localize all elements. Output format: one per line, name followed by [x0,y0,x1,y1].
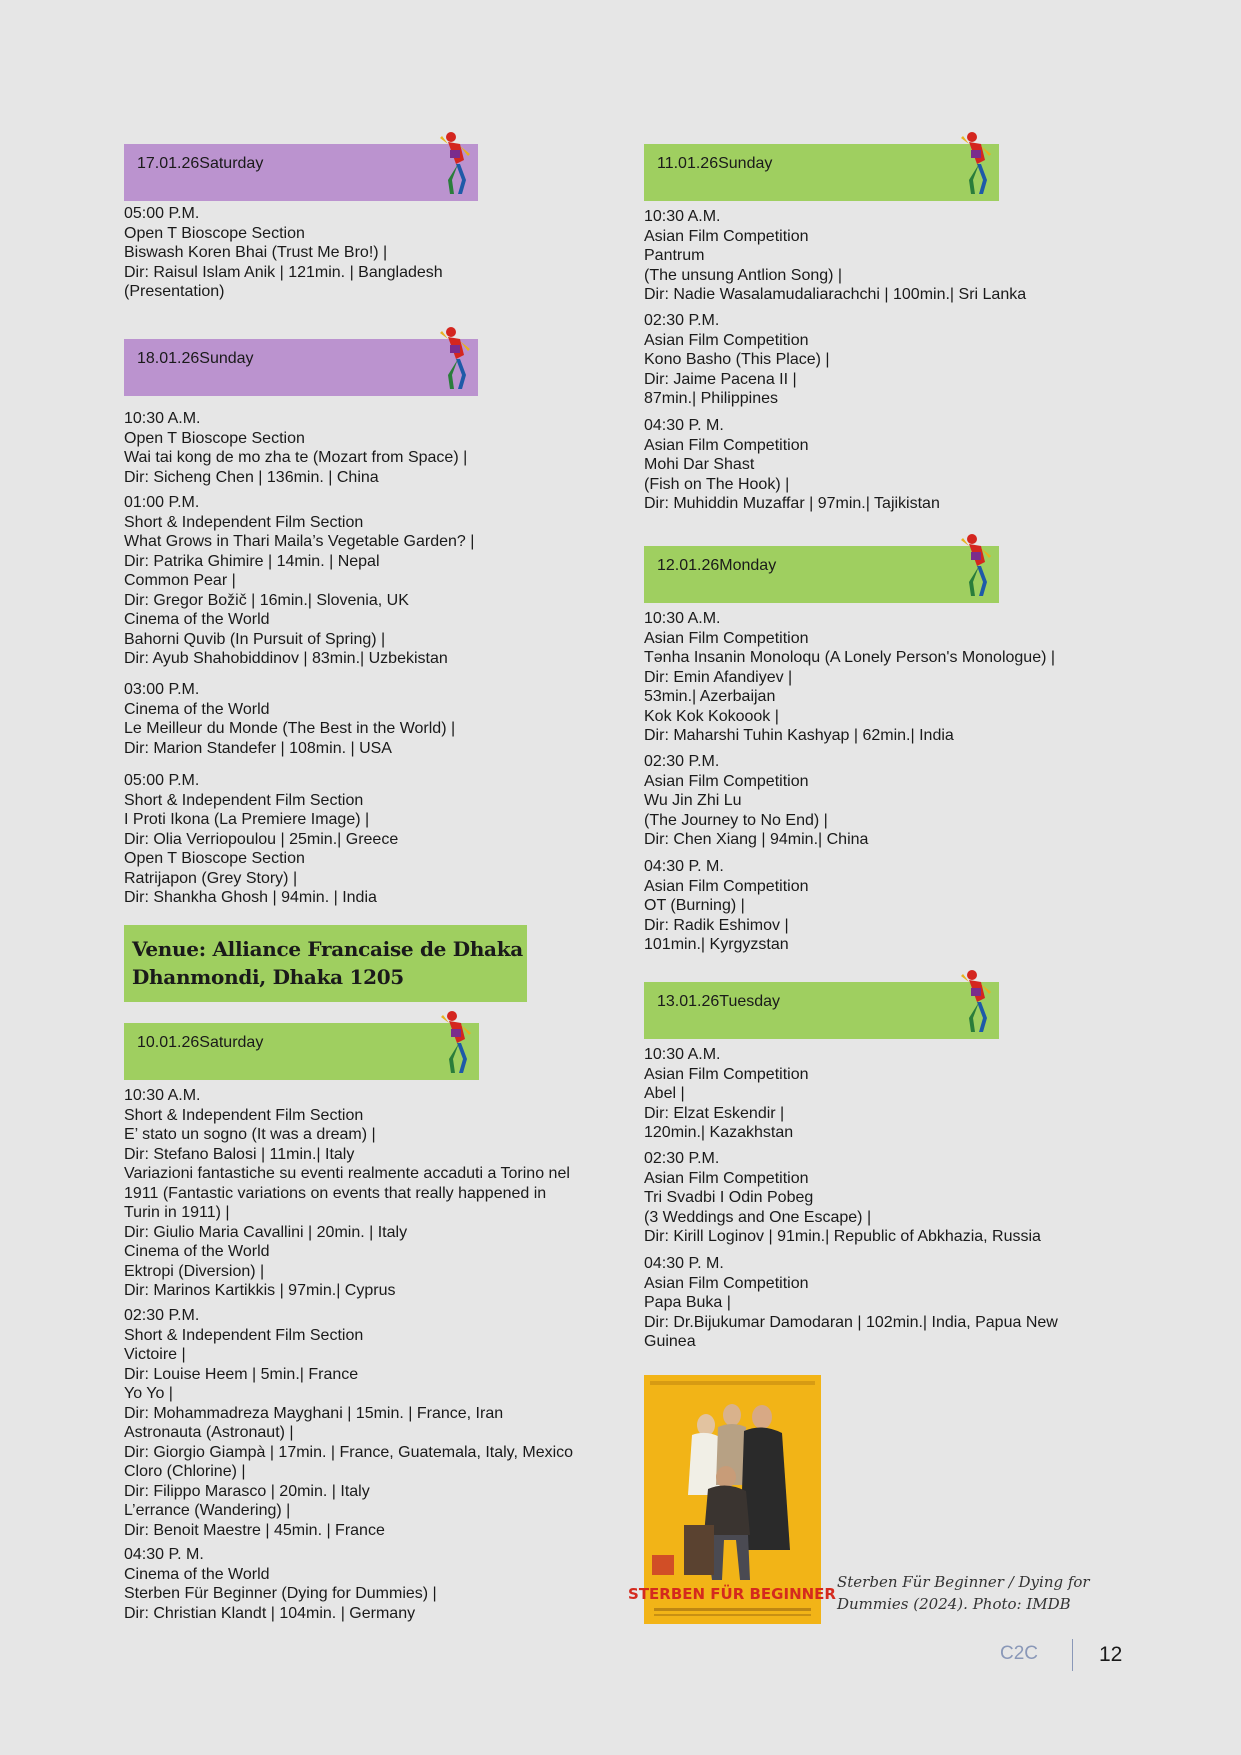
screening-line: 87min.| Philippines [644,390,779,407]
screening-line: Dir: Kirill Loginov | 91min.| Republic of Abkhazia, Russia [644,1228,1041,1245]
screening-entry [124,1306,573,1540]
screening-entry [124,680,455,758]
screening-time: 04:30 P. M. [644,1255,724,1272]
screening-line: Common Pear | [124,572,236,589]
screening-line: Abel | [644,1085,685,1102]
screening-line: Tənha Insanin Monoloqu (A Lonely Person's Monologue) | [644,649,1056,666]
screening-line: 120min.| Kazakhstan [644,1124,794,1141]
screening-line: Pantrum [644,247,705,264]
screening-line: Asian Film Competition [644,629,809,647]
dancer-figure-icon [957,968,997,1034]
screening-line: 53min.| Azerbaijan [644,688,776,705]
screening-line: Ratrijapon (Grey Story) | [124,869,298,887]
day-header [644,982,999,1039]
screening-line: Mohi Dar Shast [644,456,755,473]
movie-poster-image [628,1375,836,1624]
screening-line: Dir: Christian Klandt | 104min. | Germany [124,1604,416,1622]
screening-line: I Proti Ikona (La Premiere Image) | [124,811,370,828]
screening-line: (The Journey to No End) | [644,811,828,829]
screening-line: Turin in 1911) | [124,1204,230,1221]
screening-line: Wai tai kong de mo zha te (Mozart from Space) | [124,449,468,466]
screening-line: (3 Weddings and One Escape) | [644,1208,872,1226]
screening-line: (Presentation) [124,283,225,300]
movie-poster [628,1375,836,1624]
screening-line: Short & Independent Film Section [124,1106,364,1124]
screening-line: Asian Film Competition [644,1274,809,1292]
screening-entry [124,771,398,908]
screening-line: (Fish on The Hook) | [644,475,790,493]
screening-line: Cinema of the World [124,1243,270,1260]
screening-line: Biswash Koren Bhai (Trust Me Bro!) | [124,244,388,261]
day-header-text: 10.01.26Saturday [137,1034,264,1051]
screening-entry [124,1086,570,1301]
screening-time: 01:00 P.M. [124,494,200,511]
screening-line: Dir: Chen Xiang | 94min.| China [644,831,869,848]
screening-line: Dir: Jaime Pacena II | [644,370,797,388]
screening-line: Dir: Sicheng Chen | 136min. | China [124,468,379,486]
day-header [124,1023,479,1080]
screening-line: Tri Svadbi I Odin Pobeg [644,1189,814,1206]
day-header-text: 13.01.26Tuesday [657,993,781,1010]
screening-time: 04:30 P. M. [124,1546,204,1563]
screening-line: Cinema of the World [124,611,270,628]
screening-line: Dir: Emin Afandiyev | [644,668,793,686]
screening-entry [644,1149,1041,1247]
screening-line: OT (Burning) | [644,897,745,914]
screening-line: Dir: Radik Eshimov | [644,916,789,934]
screening-line: Asian Film Competition [644,227,809,245]
screening-line: L’errance (Wandering) | [124,1502,291,1519]
screening-line: 101min.| Kyrgyzstan [644,936,789,953]
screening-line: Dir: Giorgio Giampà | 17min. | France, Guatemala, Italy, Mexico [124,1443,574,1461]
screening-entry [644,857,809,955]
screening-line: E’ stato un sogno (It was a dream) | [124,1126,376,1143]
day-header-text: 11.01.26Sunday [657,155,773,172]
screening-line: Dir: Louise Heem | 5min.| France [124,1365,359,1383]
dancer-figure-icon [436,325,476,391]
screening-time: 10:30 A.M. [644,610,721,627]
screening-entry [124,204,443,302]
screening-entry [124,409,467,487]
screening-time: 04:30 P. M. [644,417,724,434]
screening-line: Dir: Ayub Shahobiddinov | 83min.| Uzbekistan [124,650,448,667]
screening-line: Cinema of the World [124,700,270,718]
screening-line: Dir: Shankha Ghosh | 94min. | India [124,889,377,906]
screening-entry [644,609,1055,746]
screening-line: Dir: Marion Standefer | 108min. | USA [124,739,392,757]
screening-line: Le Meilleur du Monde (The Best in the World) | [124,720,456,737]
screening-line: Dir: Giulio Maria Cavallini | 20min. | Italy [124,1223,408,1241]
screening-line: Guinea [644,1333,696,1350]
screening-line: Short & Independent Film Section [124,791,364,809]
screening-line: Dir: Elzat Eskendir | [644,1104,785,1122]
publication-brand: C2C [1000,1643,1039,1664]
screening-line: Open T Bioscope Section [124,850,305,867]
screening-line: Ektropi (Diversion) | [124,1262,265,1280]
screening-line: What Grows in Thari Maila’s Vegetable Garden? | [124,533,475,550]
screening-line: Asian Film Competition [644,1065,809,1083]
screening-entry [644,207,1026,305]
screening-line: Dir: Patrika Ghimire | 14min. | Nepal [124,552,380,570]
screening-line: Dir: Raisul Islam Anik | 121min. | Bangladesh [124,263,443,281]
screening-line: Yo Yo | [124,1385,173,1402]
screening-line: Asian Film Competition [644,436,809,454]
day-header-text: 18.01.26Sunday [137,350,254,367]
screening-line: Dir: Marinos Kartikkis | 97min.| Cyprus [124,1282,396,1299]
screening-line: Dir: Olia Verriopoulou | 25min.| Greece [124,830,399,848]
screening-time: 05:00 P.M. [124,772,200,789]
screening-time: 02:30 P.M. [124,1307,200,1324]
screening-entry [124,1545,437,1623]
screening-line: Dir: Gregor Božič | 16min.| Slovenia, UK [124,591,409,609]
screening-line: Dir: Mohammadreza Mayghani | 15min. | France, Iran [124,1404,504,1422]
screening-line: Cloro (Chlorine) | [124,1463,246,1480]
screening-line: Asian Film Competition [644,772,809,790]
screening-line: Open T Bioscope Section [124,224,305,242]
screening-entry [644,1254,1058,1352]
day-header-text: 17.01.26Saturday [137,155,264,172]
screening-line: Dir: Dr.Bijukumar Damodaran | 102min.| India, Papua New [644,1313,1058,1331]
screening-entry [644,1045,809,1143]
screening-line: Victoire | [124,1346,186,1363]
screening-line: Dir: Stefano Balosi | 11min.| Italy [124,1145,355,1163]
footer-divider [1072,1639,1073,1671]
screening-time: 02:30 P.M. [644,1150,720,1167]
screening-line: Dir: Nadie Wasalamudaliarachchi | 100min.| Sri Lanka [644,286,1027,303]
screening-time: 04:30 P. M. [644,858,724,875]
day-header [124,339,478,396]
screening-time: 10:30 A.M. [644,208,721,225]
venue-banner [124,925,527,1002]
screening-line: Short & Independent Film Section [124,513,364,531]
screening-entry [644,752,868,850]
screening-time: 10:30 A.M. [124,1087,201,1104]
screening-line: Asian Film Competition [644,877,809,895]
screening-line: Cinema of the World [124,1565,270,1583]
screening-line: Papa Buka | [644,1294,731,1311]
poster-caption: Sterben Für Beginner / Dying for Dummies (2024). Photo: IMDB [837,1573,1090,1613]
screening-line: Astronauta (Astronaut) | [124,1424,294,1441]
day-header [124,144,478,201]
poster-title: STERBEN FÜR BEGINNER [628,1585,836,1603]
screening-line: Dir: Filippo Marasco | 20min. | Italy [124,1482,370,1500]
screening-line: Short & Independent Film Section [124,1326,364,1344]
screening-entry [124,493,474,669]
screening-time: 10:30 A.M. [644,1046,721,1063]
screening-line: Sterben Für Beginner (Dying for Dummies) | [124,1585,437,1602]
screening-line: Dir: Benoit Maestre | 45min. | France [124,1521,385,1539]
dancer-figure-icon [437,1009,477,1075]
day-header [644,546,999,603]
screening-line: Dir: Muhiddin Muzaffar | 97min.| Tajikistan [644,495,940,512]
screening-line: Kono Basho (This Place) | [644,351,830,368]
screening-line: Asian Film Competition [644,1169,809,1187]
screening-line: Bahorni Quvib (In Pursuit of Spring) | [124,630,386,648]
dancer-figure-icon [957,130,997,196]
screening-line: Variazioni fantastiche su eventi realmente accaduti a Torino nel [124,1165,570,1182]
page-number: 12 [1099,1643,1123,1666]
dancer-figure-icon [957,532,997,598]
screening-time: 10:30 A.M. [124,410,201,427]
screening-line: Kok Kok Kokoook | [644,707,779,725]
screening-entry [644,311,830,409]
day-header [644,144,999,201]
screening-line: Dir: Maharshi Tuhin Kashyap | 62min.| India [644,727,954,744]
screening-line: Open T Bioscope Section [124,429,305,447]
screening-time: 02:30 P.M. [644,753,720,770]
screening-line: Asian Film Competition [644,331,809,349]
screening-time: 02:30 P.M. [644,312,720,329]
screening-entry [644,416,940,514]
screening-time: 05:00 P.M. [124,205,200,222]
screening-line: (The unsung Antlion Song) | [644,266,843,284]
venue-text: Venue: Alliance Francaise de Dhaka Dhanmondi, Dhaka 1205 [132,937,523,989]
screening-time: 03:00 P.M. [124,681,200,698]
dancer-figure-icon [436,130,476,196]
screening-line: Wu Jin Zhi Lu [644,792,742,809]
day-header-text: 12.01.26Monday [657,557,777,574]
screening-line: 1911 (Fantastic variations on events that really happened in [124,1184,547,1202]
